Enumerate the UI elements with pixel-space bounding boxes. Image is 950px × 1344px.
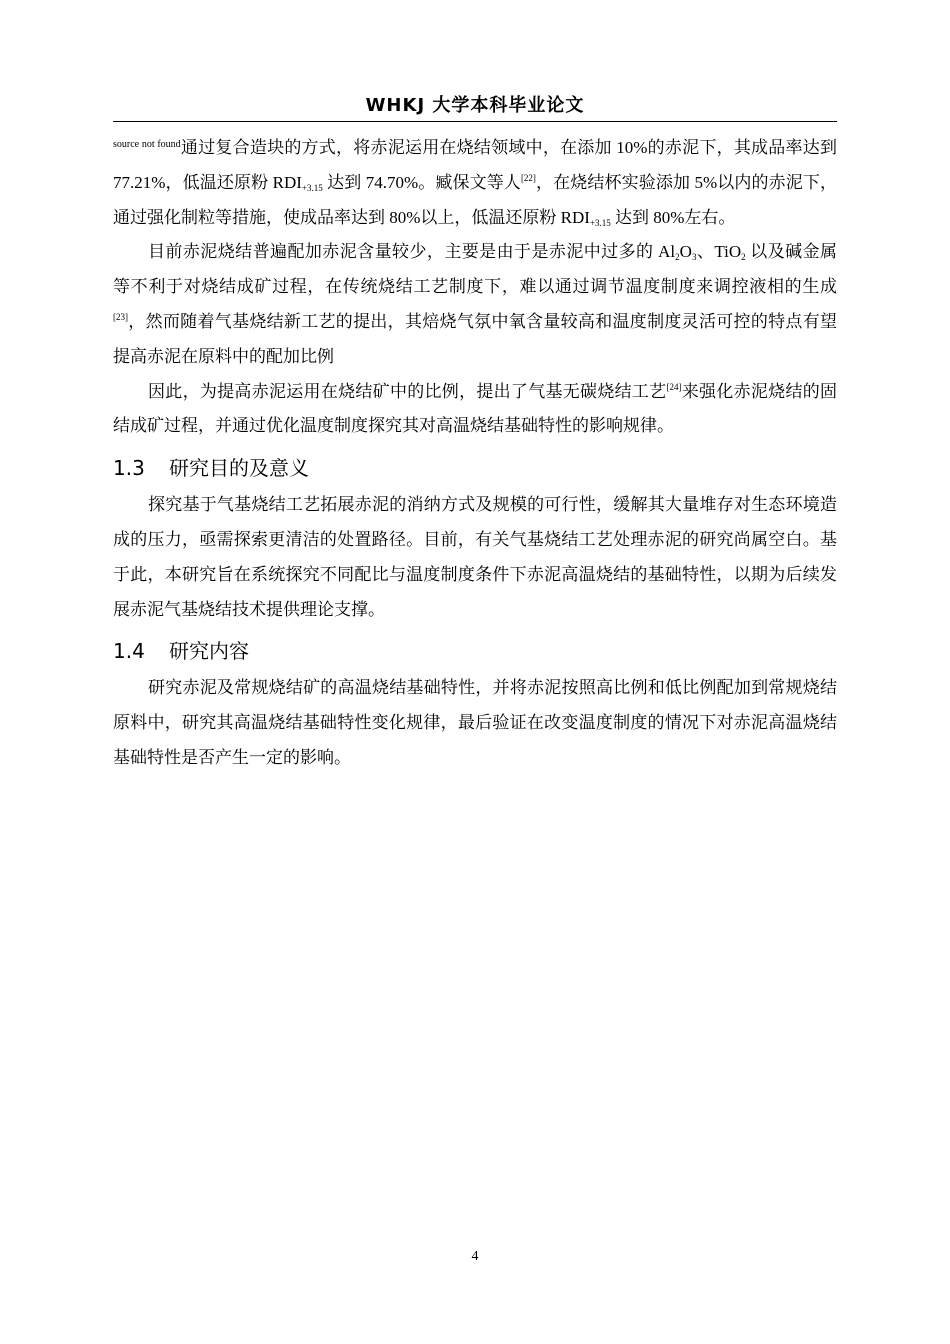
citation-22: [22] xyxy=(520,172,536,183)
section-paragraph: 探究基于气基烧结工艺拓展赤泥的消纳方式及规模的可行性，缓解其大量堆存对生态环境造成的压力，亟需探索更清洁的处置路径。目前，有关气基烧结工艺处理赤泥的研究尚属空白。基于此，本研究旨在系统探究不同配比与温度制度条件下赤泥高温烧结的基础特性，以期为后续发展赤泥气基烧结技术提供理论支撑。 xyxy=(113,495,837,619)
section-paragraph: 研究赤泥及常规烧结矿的高温烧结基础特性，并将赤泥按照高比例和低比例配加到常规烧结原料中，研究其高温烧结基础特性变化规律，最后验证在改变温度制度的情况下对赤泥高温烧结基础特性是否产生一定的影响。 xyxy=(113,678,837,767)
body-text xyxy=(113,131,837,776)
section-number: 1.3 xyxy=(113,456,145,481)
section-heading-1-4 xyxy=(113,627,837,671)
section-title: 研究内容 xyxy=(169,639,249,664)
header-rule xyxy=(113,121,837,122)
paragraph-red-mud-limits: 目前赤泥烧结普遍配加赤泥含量较少，主要是由于是赤泥中过多的 $Al_2O_3$、TiO$_2$ 以及碱金属等不利于对烧结成矿过程，在传统烧结工艺制度下，难以通过调节温度制度来调控液相的生成[23]，然而随着气基烧结新工艺的提出，其焙烧气氛中氧含量较高和温度制度灵活可控的特点有望提高赤泥在原料中的配加比例 xyxy=(113,242,838,366)
section-number: 1.4 xyxy=(113,639,145,664)
broken-reference-note: source not found xyxy=(113,139,181,150)
section-title: 研究目的及意义 xyxy=(169,456,309,481)
paragraph-continued: $^{source not found}$通过复合造块的方式，将赤泥运用在烧结领域中，在添加 10%的赤泥下，其成品率达到 77.21%，低温还原粉 $RDI_{+3.15}$ 达到 74.70%。臧保文等人[22]，在烧结杯实验添加 5%以内的赤泥下，通过强化制粒等措施，使成品率达到 80%以上，低温还原粉 $RDI_{+3.15}$ 达到 80%左右。 xyxy=(113,138,837,228)
page-header: WHKJ 大学本科毕业论文 xyxy=(365,95,585,116)
citation-23: [23] xyxy=(113,311,128,322)
section-heading-1-3 xyxy=(113,444,837,488)
page-number: 4 xyxy=(471,1249,479,1264)
citation-24: [24] xyxy=(666,381,682,392)
paragraph-gas-based-sintering: 因此，为提高赤泥运用在烧结矿中的比例，提出了气基无碳烧结工艺[24]来强化赤泥烧结的固结成矿过程，并通过优化温度制度探究其对高温烧结基础特性的影响规律。 xyxy=(113,381,838,436)
